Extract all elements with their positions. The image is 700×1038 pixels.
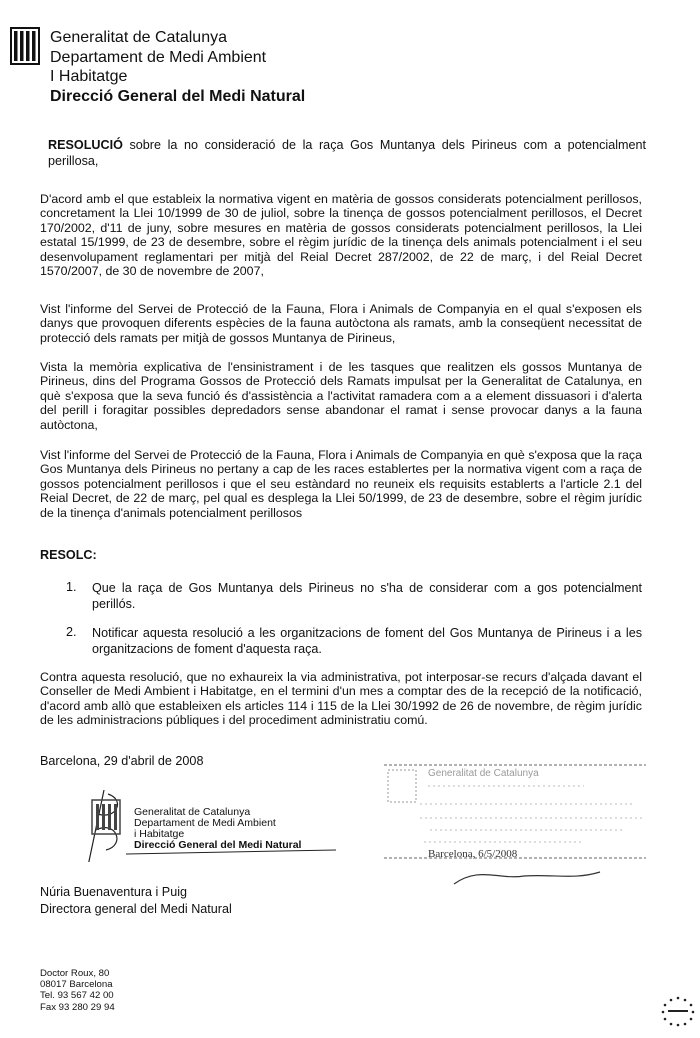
item-2-text: Notificar aquesta resolució a les organitzacions de foment del Gos Muntanya de Pirineus i a les organitzacions de foment d'aquesta raça. bbox=[92, 626, 642, 656]
stamp-left-line2: Departament de Medi Ambient bbox=[134, 817, 276, 829]
paragraph-breed-report: Vist l'informe del Servei de Protecció de la Fauna, Flora i Animals de Companyia en què s'exposa que la raça Gos Muntanya dels Pirineus no pertany a cap de les races establertes per la normativa vigent com a raça de gossos potencialment perillosos i que el seu estàndard no reuneix els requisits establerts a l'article 2.1 del Reial Decret, de 22 de març, pel qual es desplega la Llei 50/1999, de 23 de desembre, sobre el règim jurídic de la tinença d'animals potencialment perillosos bbox=[40, 448, 642, 520]
header-institution: Generalitat de Catalunya bbox=[50, 29, 227, 46]
footer-address bbox=[40, 968, 115, 1013]
registry-stamp-right bbox=[384, 762, 646, 862]
footer-street: Doctor Roux, 80 bbox=[40, 968, 110, 979]
document-date: Barcelona, 29 d'abril de 2008 bbox=[40, 754, 204, 768]
resolution-title bbox=[48, 137, 646, 169]
stamp-left-line3: i Habitatge bbox=[134, 828, 185, 840]
item-1-text: Que la raça de Gos Muntanya dels Pirineus no s'ha de considerar com a gos potencialment perillós. bbox=[92, 581, 642, 611]
header-department-cont: I Habitatge bbox=[50, 68, 128, 85]
header-department: Departament de Medi Ambient bbox=[50, 49, 267, 66]
stamp-left-line4: Direcció General del Medi Natural bbox=[134, 839, 302, 851]
stamp-right-date: Barcelona, 6/5/2008 bbox=[428, 848, 518, 860]
dotted-seal-icon bbox=[660, 995, 696, 1027]
paragraph-fauna-report: Vist l'informe del Servei de Protecció de la Fauna, Flora i Animals de Companyia en el qual s'exposen els danys que provoquen diferents espècies de la fauna autòctona als ramats, amb la conseqüent necessitat de protecció dels ramats per mitjà de gossos Muntanya de Pirineus, bbox=[40, 302, 642, 345]
signatory-name: Núria Buenaventura i Puig bbox=[40, 885, 188, 899]
item-2-number: 2. bbox=[66, 625, 77, 639]
generalitat-logo-icon bbox=[10, 26, 40, 66]
registry-stamp-marks-icon bbox=[384, 762, 646, 892]
resolution-title-bold: RESOLUCIÓ bbox=[48, 138, 123, 152]
footer-fax: Fax 93 280 29 94 bbox=[40, 1001, 115, 1013]
official-stamp-left bbox=[86, 790, 346, 862]
paragraph-legal-basis: D'acord amb el que estableix la normativa vigent en matèria de gossos considerats potencialment perillosos, concretament la Llei 10/1999 de 30 de juliol, sobre la tinença de gossos potencialment perillosos, el Decret 170/2002, d'11 de juny, sobre mesures en matèria de gossos considerats potencialment perillosos, la Llei estatal 15/1999, de 23 de desembre, sobre el règim jurídic de la tinença dels animals potencialment i el seu desenvolupament reglamentari per mitjà del Reial Decret 287/2002, de 22 de març, i del Reial Decret 1570/2007, de 30 de novembre de 2007, bbox=[40, 192, 642, 279]
footer-phone: Tel. 93 567 42 00 bbox=[40, 990, 114, 1002]
paragraph-training-memo: Vista la memòria explicativa de l'ensinistrament i de les tasques que realitzen els gossos Muntanya de Pirineus, dins del Programa Gossos de Protecció dels Ramats impulsat per la Generalitat de Catalunya, en què s'exposa que la seva funció és d'assistència a l'activitat ramadera com a a element dissuasori i d'alerta del perill i foragitar possibles depredadors sense abandonar el ramat i sense provocar danys a la fauna autòctona, bbox=[40, 360, 642, 432]
resolc-heading: RESOLC: bbox=[40, 548, 97, 562]
header-directorate: Direcció General del Medi Natural bbox=[50, 88, 306, 105]
signatory-role: Directora general del Medi Natural bbox=[40, 902, 232, 916]
signatory bbox=[40, 884, 232, 918]
paragraph-appeal: Contra aquesta resolució, que no exhaureix la via administrativa, pot interposar-se recurs d'alçada davant el Conseller de Medi Ambient i Habitatge, en el termini d'un mes a comptar des de la recepció de la notificació, d'acord amb allò que estableixen els articles 114 i 115 de la Llei 30/1992 de 26 de novembre, de règim jurídic de les administracions públiques i del procediment administratiu comú. bbox=[40, 670, 642, 728]
item-1-number: 1. bbox=[66, 580, 77, 594]
stamp-right-title: Generalitat de Catalunya bbox=[428, 768, 539, 779]
footer-city: 08017 Barcelona bbox=[40, 979, 113, 991]
resolution-title-rest: sobre la no consideració de la raça Gos Muntanya dels Pirineus com a potencialment perillosa, bbox=[48, 138, 646, 168]
stamp-left-line1: Generalitat de Catalunya bbox=[134, 806, 251, 818]
